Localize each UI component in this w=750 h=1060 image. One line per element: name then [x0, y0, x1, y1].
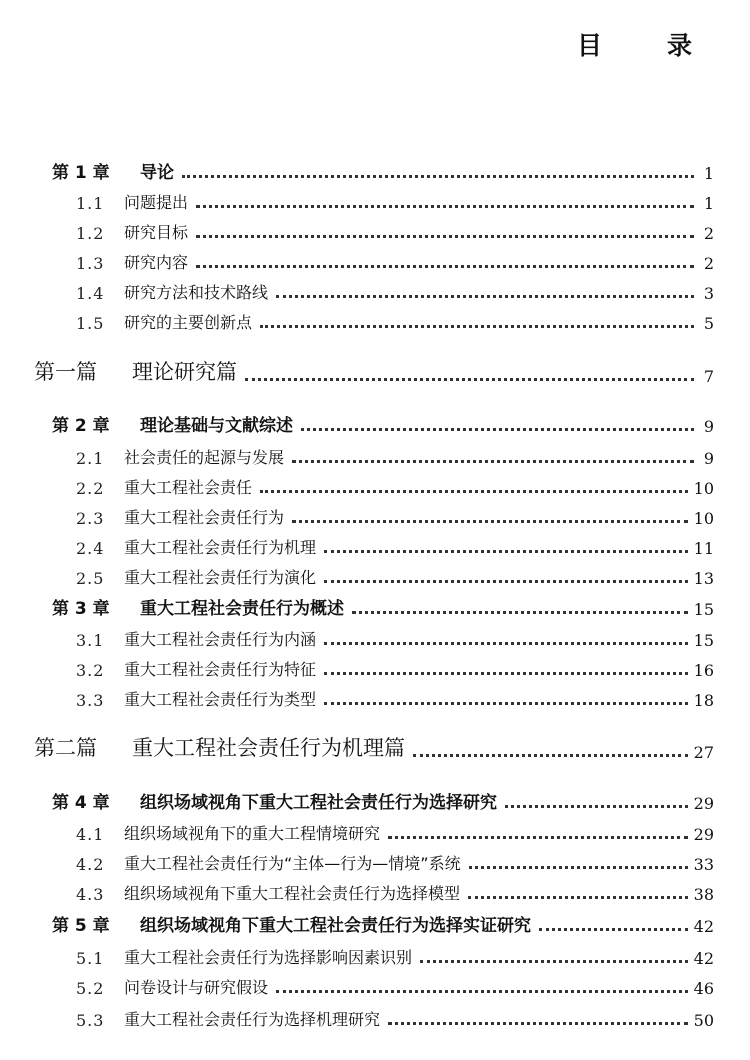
toc-entry-title: 重大工程社会责任行为概述 — [140, 599, 344, 619]
toc-entry-title: 重大工程社会责任行为演化 — [124, 568, 317, 587]
dot-leader — [245, 378, 694, 381]
toc-entry-title: 研究方法和技术路线 — [124, 283, 269, 302]
toc-entry-section[interactable] — [0, 976, 750, 998]
toc-entry-number: 5.3 — [76, 1011, 105, 1030]
toc-entry-section[interactable] — [0, 658, 750, 680]
toc-entry-section[interactable] — [0, 221, 750, 243]
toc-entry-number: 1.3 — [76, 254, 105, 273]
toc-entry-title: 重大工程社会责任行为选择影响因素识别 — [124, 948, 413, 967]
toc-entry-number: 1.2 — [76, 224, 105, 243]
toc-entry-number: 第一篇 — [34, 360, 97, 384]
toc-entry-section[interactable] — [0, 191, 750, 213]
dot-leader — [260, 325, 694, 328]
toc-entry-page-number: 13 — [693, 569, 714, 588]
toc-entry-chapter[interactable] — [0, 161, 750, 183]
toc-entry-page-number: 11 — [693, 539, 714, 558]
toc-entry-page-number: 42 — [693, 949, 714, 968]
toc-entry-page-number: 3 — [703, 284, 714, 303]
toc-entry-title: 组织场域视角下重大工程社会责任行为选择模型 — [124, 884, 461, 903]
toc-entry-number: 1.1 — [76, 194, 105, 213]
dot-leader — [260, 490, 688, 493]
toc-entry-title: 组织场域视角下重大工程社会责任行为选择研究 — [140, 793, 497, 813]
toc-entry-number: 第 5 章 — [52, 916, 110, 936]
toc-entry-number: 3.3 — [76, 691, 105, 710]
toc-entry-number: 2.4 — [76, 539, 105, 558]
toc-entry-chapter[interactable] — [0, 914, 750, 936]
toc-entry-section[interactable] — [0, 688, 750, 710]
dot-leader — [324, 702, 688, 705]
dot-leader — [324, 580, 688, 583]
toc-entry-section[interactable] — [0, 852, 750, 874]
toc-entry-title: 理论基础与文献综述 — [140, 416, 293, 436]
toc-entry-page-number: 2 — [703, 224, 714, 243]
toc-entry-section[interactable] — [0, 446, 750, 468]
toc-entry-chapter[interactable] — [0, 791, 750, 813]
toc-entry-section[interactable] — [0, 476, 750, 498]
dot-leader — [292, 520, 688, 523]
toc-entry-page-number: 15 — [693, 600, 714, 619]
dot-leader — [324, 550, 688, 553]
toc-entry-title: 社会责任的起源与发展 — [124, 448, 285, 467]
toc-entry-title: 重大工程社会责任行为机理 — [124, 538, 317, 557]
toc-entry-title: 研究的主要创新点 — [124, 313, 253, 332]
toc-entry-chapter[interactable] — [0, 597, 750, 619]
toc-entry-part[interactable] — [0, 734, 750, 762]
toc-entry-title: 重大工程社会责任行为“主体—行为—情境”系统 — [124, 854, 461, 873]
toc-entry-page-number: 50 — [693, 1011, 714, 1030]
toc-entry-title: 理论研究篇 — [132, 360, 237, 384]
toc-entry-page-number: 42 — [693, 917, 714, 936]
page-title: 目 录 — [576, 31, 712, 60]
dot-leader — [420, 960, 688, 963]
toc-entry-number: 2.2 — [76, 479, 105, 498]
toc-entry-number: 1.5 — [76, 314, 105, 333]
toc-entry-section[interactable] — [0, 311, 750, 333]
toc-entry-number: 第 4 章 — [52, 793, 110, 813]
toc-entry-number: 3.2 — [76, 661, 105, 680]
toc-entry-number: 第 1 章 — [52, 163, 110, 183]
dot-leader — [324, 642, 688, 645]
dot-leader — [505, 805, 688, 808]
dot-leader — [196, 265, 694, 268]
toc-entry-section[interactable] — [0, 251, 750, 273]
dot-leader — [301, 428, 694, 431]
toc-entry-number: 第二篇 — [34, 736, 97, 760]
toc-entry-section[interactable] — [0, 822, 750, 844]
toc-entry-title: 导论 — [140, 163, 174, 183]
dot-leader — [276, 990, 688, 993]
toc-entry-title: 重大工程社会责任 — [124, 478, 253, 497]
toc-entry-section[interactable] — [0, 628, 750, 650]
toc-entry-section[interactable] — [0, 882, 750, 904]
dot-leader — [182, 175, 694, 178]
dot-leader — [276, 295, 694, 298]
dot-leader — [292, 460, 694, 463]
toc-entry-section[interactable] — [0, 506, 750, 528]
toc-entry-number: 2.1 — [76, 449, 105, 468]
toc-entry-title: 重大工程社会责任行为机理篇 — [132, 736, 405, 760]
toc-entry-title: 重大工程社会责任行为 — [124, 508, 285, 527]
toc-entry-page-number: 9 — [703, 417, 714, 436]
toc-entry-page-number: 18 — [693, 691, 714, 710]
toc-entry-title: 研究目标 — [124, 223, 189, 242]
toc-entry-number: 第 3 章 — [52, 599, 110, 619]
toc-entry-number: 2.5 — [76, 569, 105, 588]
toc-entry-page-number: 29 — [693, 794, 714, 813]
dot-leader — [352, 611, 688, 614]
toc-entry-title: 重大工程社会责任行为选择机理研究 — [124, 1010, 381, 1029]
dot-leader — [196, 235, 694, 238]
toc-entry-page-number: 16 — [693, 661, 714, 680]
toc-entry-title: 组织场域视角下的重大工程情境研究 — [124, 824, 381, 843]
toc-entry-page-number: 10 — [693, 509, 714, 528]
toc-entry-section[interactable] — [0, 536, 750, 558]
dot-leader — [196, 205, 694, 208]
dot-leader — [413, 754, 688, 757]
toc-entry-page-number: 33 — [693, 855, 714, 874]
dot-leader — [324, 672, 688, 675]
toc-entry-title: 重大工程社会责任行为内涵 — [124, 630, 317, 649]
toc-entry-page-number: 1 — [703, 164, 714, 183]
toc-entry-title: 问题提出 — [124, 193, 189, 212]
toc-entry-title: 问卷设计与研究假设 — [124, 978, 269, 997]
toc-entry-page-number: 5 — [703, 314, 714, 333]
toc-entry-section[interactable] — [0, 566, 750, 588]
dot-leader — [468, 896, 688, 899]
toc-entry-title: 研究内容 — [124, 253, 189, 272]
toc-entry-number: 5.2 — [76, 979, 105, 998]
toc-entry-page-number: 38 — [693, 885, 714, 904]
dot-leader — [388, 836, 688, 839]
toc-entry-title: 重大工程社会责任行为特征 — [124, 660, 317, 679]
toc-entry-section[interactable] — [0, 281, 750, 303]
toc-entry-part[interactable] — [0, 358, 750, 386]
toc-entry-page-number: 1 — [703, 194, 714, 213]
toc-entry-number: 第 2 章 — [52, 416, 110, 436]
toc-entry-page-number: 10 — [693, 479, 714, 498]
toc-entry-page-number: 29 — [693, 825, 714, 844]
toc-entry-number: 4.3 — [76, 885, 105, 904]
toc-entry-section[interactable] — [0, 1008, 750, 1030]
toc-entry-number: 5.1 — [76, 949, 105, 968]
toc-entry-page-number: 2 — [703, 254, 714, 273]
dot-leader — [469, 866, 688, 869]
toc-entry-number: 3.1 — [76, 631, 105, 650]
toc-entry-number: 2.3 — [76, 509, 105, 528]
toc-entry-page-number: 9 — [703, 449, 714, 468]
toc-entry-number: 1.4 — [76, 284, 105, 303]
dot-leader — [539, 928, 688, 931]
toc-entry-section[interactable] — [0, 946, 750, 968]
toc-entry-title: 组织场域视角下重大工程社会责任行为选择实证研究 — [140, 916, 531, 936]
toc-entry-page-number: 27 — [693, 743, 714, 762]
toc-entry-title: 重大工程社会责任行为类型 — [124, 690, 317, 709]
toc-entry-page-number: 7 — [703, 367, 714, 386]
toc-entry-number: 4.1 — [76, 825, 105, 844]
toc-entry-chapter[interactable] — [0, 414, 750, 436]
toc-entry-page-number: 15 — [693, 631, 714, 650]
toc-entry-page-number: 46 — [693, 979, 714, 998]
dot-leader — [388, 1022, 688, 1025]
toc-entry-number: 4.2 — [76, 855, 105, 874]
